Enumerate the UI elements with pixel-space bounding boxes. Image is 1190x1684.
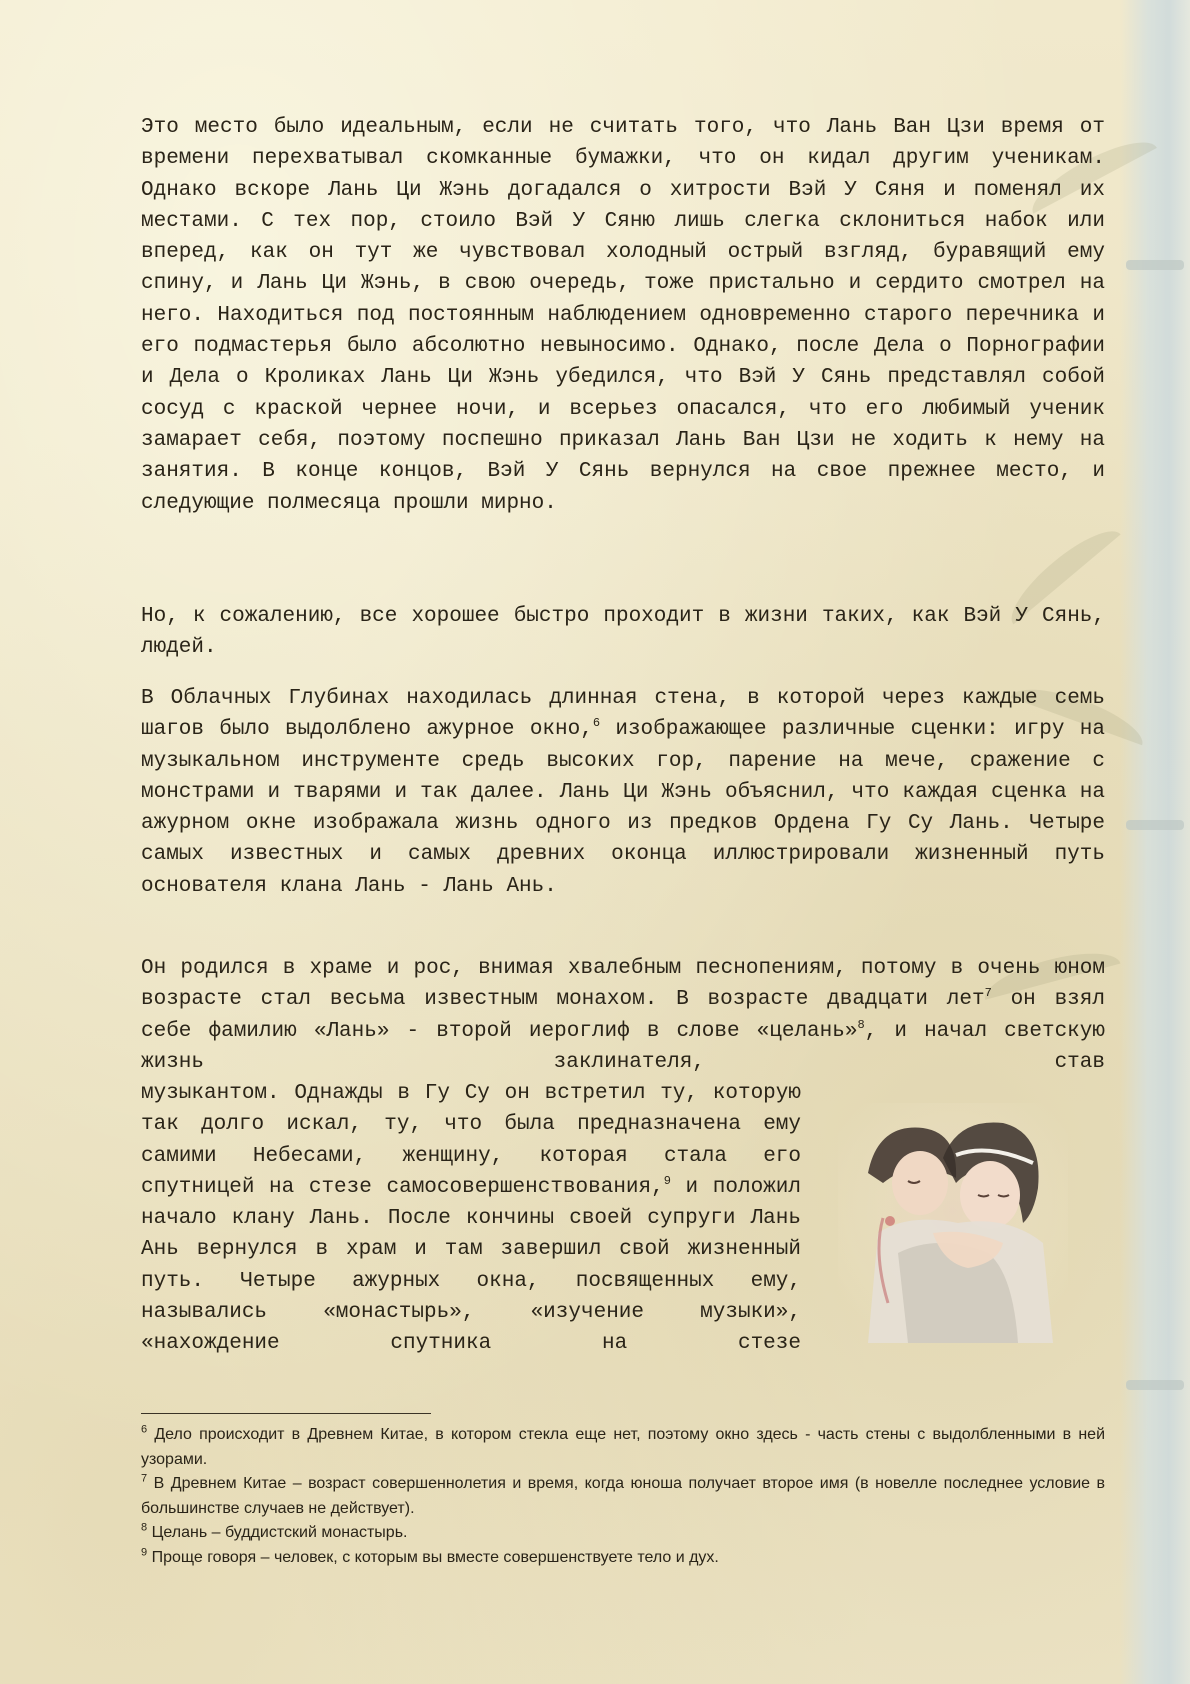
paragraph-2: Но, к сожалению, все хорошее быстро проходит в жизни таких, как Вэй У Сянь, людей. [141, 605, 1105, 660]
illustration-two-figures-embracing [838, 1103, 1068, 1343]
paragraph-4-wrapped: музыкантом. Однажды в Гу Су он встретил ту, которую так долго искал, ту, что была предназначена ему самими Небесами, женщину, которая стала его спутницей на стезе самосовершенствования,$^9$ и положил начало клану Лань. После кончины своей супруги Лань Ань вернулся в храм и там завершил свой жизненный путь. Четыре ажурных окна, посвященных ему, назывались «монастырь», «изучение музыки», «нахождение спутника на стезе [141, 1082, 801, 1356]
bamboo-joint [1126, 1380, 1184, 1390]
bamboo-joint [1126, 820, 1184, 830]
footnote-ref-6[interactable]: 6 [592, 716, 601, 731]
footnote-8: $^8$ Целань – буддистский монастырь. [141, 1521, 408, 1541]
footnote-9: $^9$ Проще говоря – человек, с которым вы вместе совершенствуете тело и дух. [141, 1546, 719, 1566]
footnote-ref-7[interactable]: 7 [984, 986, 992, 1001]
footnote-separator [141, 1413, 431, 1414]
footnote-6: $^6$ Дело происходит в Древнем Китае, в котором стекла еще нет, поэтому окно здесь - часть стены с выдолбленными в ней узорами. [141, 1423, 1105, 1468]
paragraph-3: В Облачных Глубинах находилась длинная стена, в которой через каждые семь шагов было выдолблено ажурное окно,$^6$ изображающее различные сценки: игру на музыкальном инструменте средь высоких гор, парение на мече, сражение с монстрами и тварями и так далее. Лань Ци Жэнь объяснил, что каждая сценка на ажурном окне изображала жизнь одного из предков Ордена Гу Су Лань. Четыре самых известных и самых древних оконца иллюстрировали жизненный путь основателя клана Лань - Лань Ань. [141, 687, 1105, 898]
paragraph-4-top: Он родился в храме и рос, внимая хвалебным песнопениям, потому в очень юном возрасте стал весьма известным монахом. В возрасте двадцати лет$^7$ он взял себе фамилию «Лань» - второй иероглиф в слове «целань»$^8$, и начал светскую жизнь заклинателя, став [141, 957, 1105, 1074]
footnote-7: $^7$ В Древнем Китае – возраст совершеннолетия и время, когда юноша получает второе имя (в новелле последнее условие в большинстве случаев не действует). [141, 1472, 1105, 1517]
footnote-ref-8[interactable]: 8 [857, 1017, 865, 1032]
footnote-ref-9[interactable]: 9 [663, 1173, 671, 1188]
bamboo-border-decoration [1120, 0, 1190, 1684]
bamboo-joint [1126, 260, 1184, 270]
footnotes [141, 1423, 1105, 1570]
paragraph-1: Это место было идеальным, если не считать того, что Лань Ван Цзи время от времени перехватывал скомканные бумажки, что он кидал другим ученикам. Однако вскоре Лань Ци Жэнь догадался о хитрости Вэй У Сяня и поменял их местами. С тех пор, стоило Вэй У Сяню лишь слегка склониться набок или вперед, как он тут же чувствовал холодный острый взгляд, буравящий ему спину, и Лань Ци Жэнь, в свою очередь, тоже пристально и сердито смотрел на него. Находиться под постоянным наблюдением одновременно старого перечника и его подмастерья было абсолютно невыносимо. Однако, после Дела о Порнографии и Дела о Кроликах Лань Ци Жэнь убедился, что Вэй У Сянь представлял собой сосуд с краской чернее ночи, и всерьез опасался, что его любимый ученик замарает себя, поэтому поспешно приказал Лань Ван Цзи не ходить к нему на занятия. В конце концов, Вэй У Сянь вернулся на свое прежнее место, и следующие полмесяца прошли мирно. [141, 116, 1105, 515]
